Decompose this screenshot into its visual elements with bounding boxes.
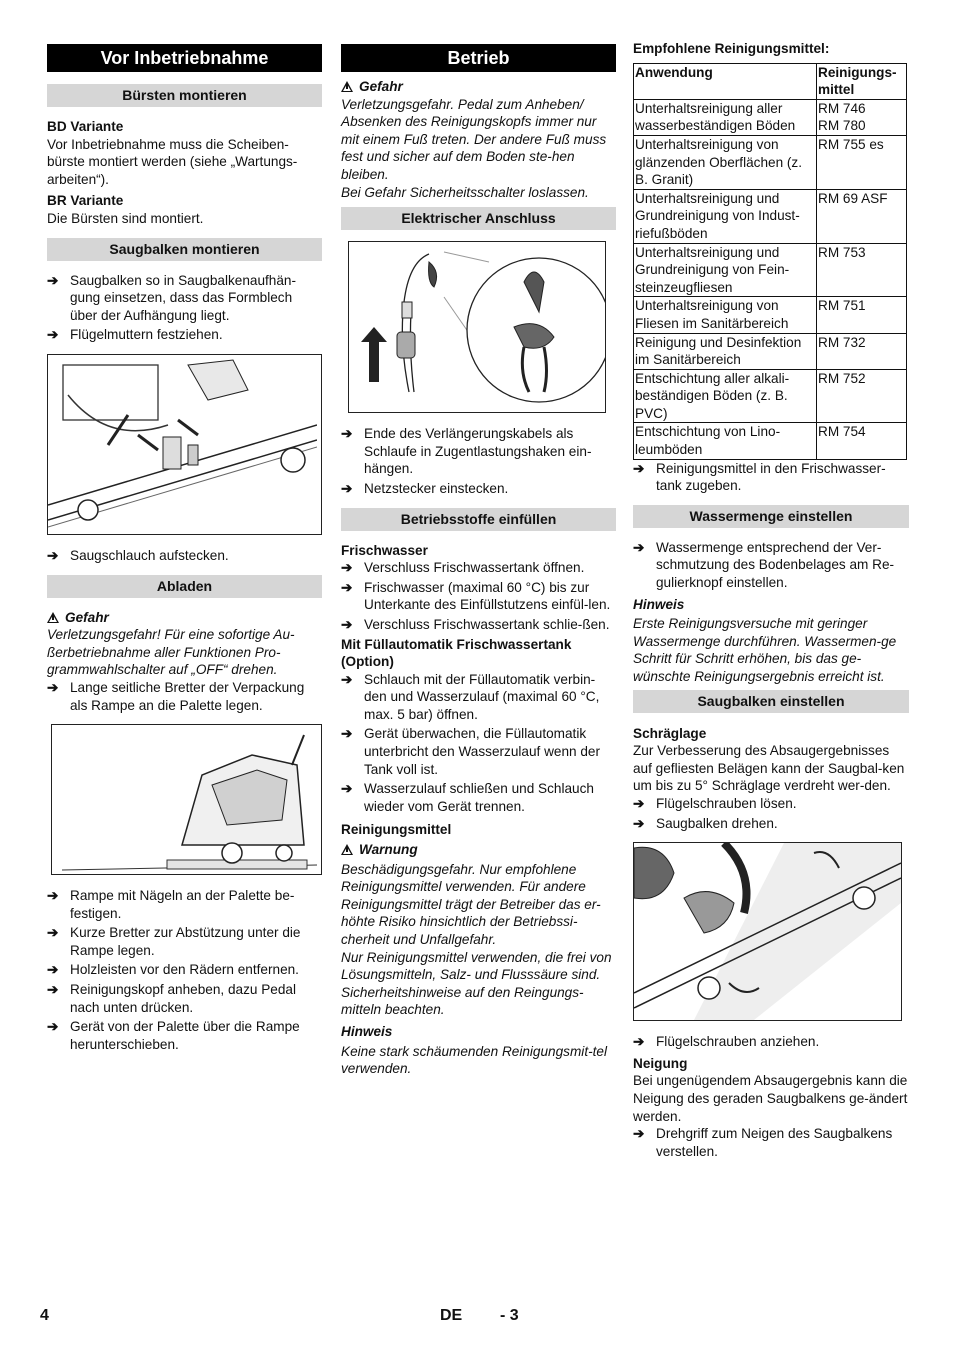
paragraph: Bei ungenügendem Absaugergebnis kann die Neigung des geraden Saugbalkens ge-ändert werden. <box>633 1073 908 1124</box>
step-item: ➔ Verschluss Frischwassertank öffnen. <box>341 560 585 576</box>
step-item: ➔ Rampe mit Nägeln an der Palette be-festigen. <box>47 888 295 921</box>
subsection-heading: Abladen <box>47 575 322 598</box>
figure-squeegee-mount <box>47 354 322 535</box>
warning-text: Sicherheitshinweise auf den Reingungs-mitteln beachten. <box>341 984 584 1018</box>
step-item: ➔ Reinigungskopf anheben, dazu Pedal nach unten drücken. <box>47 982 296 1015</box>
subsection-heading: Wassermenge einstellen <box>633 505 909 528</box>
arrow-icon: ➔ <box>47 962 59 978</box>
cable-hook-illustration <box>349 242 605 412</box>
step-item: ➔ Netzstecker einstecken. <box>341 480 509 496</box>
subsection-heading: Saugbalken montieren <box>47 238 322 261</box>
step-item: ➔ Flügelschrauben anziehen. <box>633 1034 820 1050</box>
warning-icon <box>47 612 59 623</box>
step-item: ➔ Verschluss Frischwassertank schlie-ßen. <box>341 616 610 632</box>
table-title: Empfohlene Reinigungsmittel: <box>633 41 830 56</box>
figure-electrical <box>348 241 606 413</box>
arrow-icon: ➔ <box>47 547 59 563</box>
variant-title: BD Variante <box>47 119 124 134</box>
step-list <box>341 425 616 497</box>
step-list <box>633 539 909 592</box>
step-item: ➔ Flügelmuttern festziehen. <box>47 327 223 343</box>
step-list <box>47 887 322 1053</box>
step-list <box>341 671 616 816</box>
danger-label: Gefahr <box>47 609 322 627</box>
step-item: ➔ Kurze Bretter zur Abstützung unter die Rampe legen. <box>47 925 301 958</box>
arrow-icon: ➔ <box>633 539 645 555</box>
warning-text: Nur Reinigungsmittel verwenden, die frei von Lösungsmitteln, Salz- und Flusssäure sind. <box>341 949 612 983</box>
table-row: Reinigung und Desinfektion im Sanitärbereich RM 732 <box>634 333 907 369</box>
danger-text: Bei Gefahr Sicherheitsschalter loslassen. <box>341 184 589 200</box>
subheading: Reinigungsmittel <box>341 822 452 838</box>
hint-text: Keine stark schäumenden Reinigungsmit-tel verwenden. <box>341 1043 607 1077</box>
arrow-icon: ➔ <box>633 1034 645 1050</box>
step-item: ➔ Schlauch mit der Füllautomatik verbin-den und Wasserzulauf (maximal 60 °C, max. 5 bar) öffnen. <box>341 671 600 722</box>
page-number-right: - 3 <box>500 1307 519 1324</box>
table-row: Unterhaltsreinigung und Grundreinigung von Indust-riefußböden RM 69 ASF <box>634 189 907 243</box>
paragraph: Zur Verbesserung des Absaugergebnisses auf gefliesten Belägen kann der Saugbal-ken um bis zu 5° Schräglage verdreht wer-den. <box>633 743 905 794</box>
arrow-icon: ➔ <box>47 925 59 941</box>
language-code: DE <box>440 1307 463 1324</box>
subheading: Frischwasser <box>341 542 428 558</box>
arrow-icon: ➔ <box>47 1019 59 1035</box>
hint-label: Hinweis <box>633 596 685 612</box>
step-list <box>633 460 909 495</box>
figure-squeegee-angle <box>633 842 902 1021</box>
arrow-icon: ➔ <box>341 781 353 797</box>
step-item: ➔ Saugbalken drehen. <box>633 815 778 831</box>
hint-label: Hinweis <box>341 1023 393 1039</box>
variant-title: BR Variante <box>47 193 124 209</box>
arrow-icon: ➔ <box>341 426 353 442</box>
step-item: ➔ Saugschlauch aufstecken. <box>47 547 229 563</box>
arrow-icon: ➔ <box>341 480 353 496</box>
subheading: Mit Füllautomatik Frischwassertank (Option) <box>341 636 572 670</box>
unloading-illustration <box>52 725 317 874</box>
column-1 <box>47 44 322 1055</box>
paragraph: Die Bürsten sind montiert. <box>47 210 204 226</box>
paragraph: Vor Inbetriebnahme muss die Scheiben-bürste montiert werden (siehe „Wartungs-arbeiten“). <box>47 136 298 187</box>
subsection-heading: Saugbalken einstellen <box>633 690 909 713</box>
column-2 <box>341 44 616 1078</box>
arrow-icon: ➔ <box>341 579 353 595</box>
table-header-row <box>634 63 907 99</box>
step-item: ➔ Wassermenge entsprechend der Ver-schmutzung des Bodenbelages am Re-gulierknopf einstellen. <box>633 539 895 591</box>
step-item: ➔ Ende des Verlängerungskabels als Schlaufe in Zugentlastungshaken ein-hängen. <box>341 426 592 477</box>
subsection-heading: Bürsten montieren <box>47 84 322 107</box>
hint-text: Erste Reinigungsversuche mit geringer Wassermenge durchführen. Wassermen-ge Schritt für Schritt erhöhen, bis das ge-wünschte Reinigungsergebnis erreicht ist. <box>633 616 897 684</box>
warning-label: Warnung <box>341 841 616 859</box>
subheading: Neigung <box>633 1055 688 1071</box>
warning-icon <box>341 844 353 855</box>
step-item: ➔ Wasserzulauf schließen und Schlauch wieder vom Gerät trennen. <box>341 781 594 814</box>
arrow-icon: ➔ <box>341 560 353 576</box>
section-heading: Vor Inbetriebnahme <box>47 44 322 72</box>
squeegee-angle-illustration <box>634 843 901 1020</box>
arrow-icon: ➔ <box>633 1126 645 1142</box>
step-list <box>633 1125 909 1160</box>
danger-text: Verletzungsgefahr! Für eine sofortige Au-ßerbetriebnahme aller Funktionen Pro-grammwahlschalter auf „OFF“ drehen. <box>47 627 295 678</box>
step-item: ➔ Reinigungsmittel in den Frischwasser-tank zugeben. <box>633 460 886 494</box>
step-item: ➔ Holzleisten vor den Rädern entfernen. <box>47 962 299 978</box>
arrow-icon: ➔ <box>633 795 645 811</box>
step-list <box>47 547 322 565</box>
arrow-icon: ➔ <box>341 616 353 632</box>
arrow-icon: ➔ <box>47 272 59 288</box>
figure-unloading <box>51 724 322 875</box>
step-list <box>633 1033 909 1051</box>
danger-text: Verletzungsgefahr. Pedal zum Anheben/ Absenken des Reinigungskopfs immer nur mit einem Fuß treten. Der andere Fuß muss fest und sicher auf dem Boden ste-hen bleiben. <box>341 96 607 182</box>
warning-text: Beschädigungsgefahr. Nur empfohlene Reinigungsmittel verwenden. Für andere Reinigungsmittel trägt der Betreiber das er-höhte Risiko hinsichtlich der Betriebssi-cherheit und Unfallgefahr. <box>341 861 601 947</box>
step-item: ➔ Lange seitliche Bretter der Verpackung als Rampe an die Palette legen. <box>47 679 305 713</box>
table-row: Unterhaltsreinigung von glänzenden Oberflächen (z. B. Granit) RM 755 es <box>634 135 907 189</box>
table-header-cell: Anwendung <box>634 63 817 99</box>
arrow-icon: ➔ <box>47 327 59 343</box>
table-row: Unterhaltsreinigung von Fliesen im Sanitärbereich RM 751 <box>634 297 907 333</box>
table-row: Unterhaltsreinigung aller wasserbeständigen Böden RM 746 RM 780 <box>634 99 907 135</box>
step-list <box>47 272 322 344</box>
step-item: ➔ Frischwasser (maximal 60 °C) bis zur Unterkante des Einfüllstutzens einfül-len. <box>341 579 611 613</box>
column-3 <box>633 40 909 1162</box>
squeegee-mount-illustration <box>48 355 317 534</box>
table-header-cell: Reinigungs-mittel <box>817 63 907 99</box>
arrow-icon: ➔ <box>633 460 645 476</box>
warning-icon <box>341 81 353 92</box>
arrow-icon: ➔ <box>633 815 645 831</box>
step-item: ➔ Saugbalken so in Saugbalkenaufhän-gung einsetzen, dass das Formblech über der Aufhängung liegt. <box>47 272 296 323</box>
subsection-heading: Betriebsstoffe einfüllen <box>341 508 616 531</box>
arrow-icon: ➔ <box>341 671 353 687</box>
arrow-icon: ➔ <box>47 982 59 998</box>
step-item: ➔ Flügelschrauben lösen. <box>633 795 797 811</box>
table-row: Entschichtung aller alkali-beständigen Böden (z. B. PVC) RM 752 <box>634 369 907 423</box>
danger-label: Gefahr <box>341 78 616 96</box>
step-item: ➔ Gerät überwachen, die Füllautomatik unterbricht den Wasserzulauf wenn der Tank voll ist. <box>341 726 600 777</box>
arrow-icon: ➔ <box>47 679 59 695</box>
step-list <box>47 679 322 714</box>
step-item: ➔ Drehgriff zum Neigen des Saugbalkens verstellen. <box>633 1126 893 1159</box>
step-item: ➔ Gerät von der Palette über die Rampe herunterschieben. <box>47 1019 300 1052</box>
subheading: Schräglage <box>633 725 707 741</box>
section-heading: Betrieb <box>341 44 616 72</box>
step-list <box>633 795 909 832</box>
arrow-icon: ➔ <box>47 888 59 904</box>
arrow-icon: ➔ <box>341 726 353 742</box>
step-list <box>341 559 616 633</box>
subsection-heading: Elektrischer Anschluss <box>341 207 616 230</box>
detergent-table <box>633 63 907 460</box>
page-number-left: 4 <box>40 1307 49 1324</box>
table-row: Unterhaltsreinigung und Grundreinigung von Fein-steinzeugfliesen RM 753 <box>634 243 907 297</box>
table-row: Entschichtung von Lino-leumböden RM 754 <box>634 423 907 459</box>
